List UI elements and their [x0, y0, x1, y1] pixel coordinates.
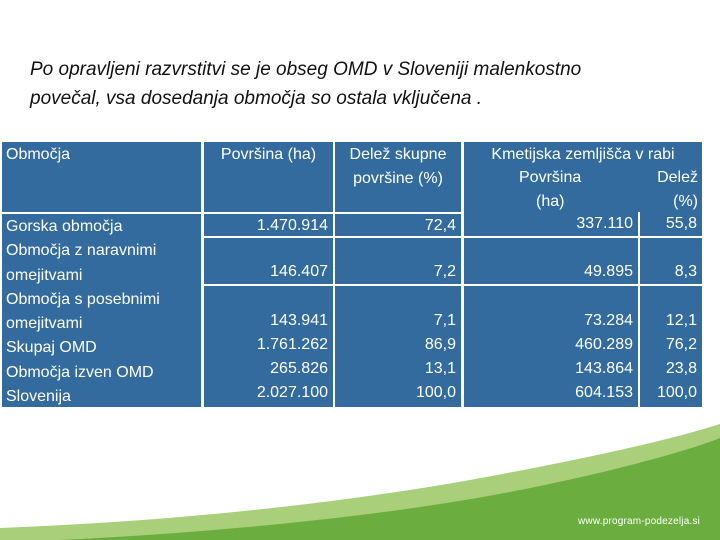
header-area-label: Območja: [6, 146, 71, 163]
heading-line-1: Po opravljeni razvrstitvi se je obseg OMD v Sloveniji malenkostno: [30, 59, 582, 80]
share-value: 13,1: [424, 360, 456, 377]
farm-share-value: 55,8: [665, 215, 697, 232]
header-farm-share-line-2: (%): [673, 193, 698, 210]
share-value: 72,4: [424, 217, 456, 234]
surface-value: 265.826: [270, 360, 328, 377]
slide-heading: [30, 55, 700, 113]
area-naravne-1: Območja z naravnimi: [6, 242, 157, 260]
farm-surface-value: 143.864: [575, 360, 633, 377]
header-cell-surface: [204, 142, 333, 212]
farm-share-value: 8,3: [674, 263, 697, 280]
header-farm-surface-line-1: Površina: [519, 169, 582, 186]
surface-value: 1.470.914: [256, 217, 328, 234]
farm-share-rows-rest: [640, 286, 702, 407]
area-gorska: Gorska območja: [6, 218, 123, 235]
header-share-line-1: Delež skupne: [349, 146, 447, 163]
area-skupaj-omd: Skupaj OMD: [6, 339, 97, 357]
surface-value: 1.761.262: [256, 336, 328, 353]
surface-value: 146.407: [270, 263, 328, 280]
farm-share-row-2: [640, 238, 702, 284]
surface-row-2: [204, 238, 333, 284]
farm-surface-row-2: [464, 238, 638, 284]
header-cell-farm-subheaders: [464, 166, 702, 212]
surface-value: 143.941: [270, 312, 328, 329]
share-value: 100,0: [415, 384, 456, 401]
share-value: 7,1: [433, 312, 456, 329]
share-value: 7,2: [433, 263, 456, 280]
area-cell: [2, 214, 201, 407]
header-surface-label: Površina (ha): [220, 146, 317, 163]
area-posebne-1: Območja s posebnimi: [6, 290, 160, 308]
area-posebne-2: omejitvami: [6, 315, 83, 333]
farm-surface-value: 337.110: [576, 215, 633, 232]
farm-share-value: 100,0: [656, 384, 697, 401]
surface-rows-rest: [204, 286, 333, 407]
share-row-2: [335, 238, 461, 284]
share-value: 86,9: [424, 336, 456, 353]
farm-surface-rows-rest: [464, 286, 638, 407]
heading-line-2: povečal, vsa dosedanja območja so ostala vključena .: [30, 88, 483, 109]
farm-surface-value: 604.153: [575, 384, 633, 401]
farm-surface-value: 73.284: [584, 312, 633, 329]
header-farm-surface-line-2: (ha): [536, 193, 565, 210]
share-row-1: [335, 214, 461, 236]
farm-surface-row-1: [464, 212, 638, 236]
share-rows-rest: [335, 286, 461, 407]
header-cell-share: [335, 142, 461, 212]
header-farm-share-line-1: Delež: [657, 169, 698, 186]
header-share-line-2: površine (%): [353, 170, 443, 187]
header-cell-area: [2, 142, 201, 212]
farm-share-value: 76,2: [665, 336, 697, 353]
surface-row-1: [204, 214, 333, 236]
farm-share-row-1: [640, 212, 702, 236]
farm-share-value: 12,1: [665, 312, 697, 329]
farm-surface-value: 460.289: [575, 336, 633, 353]
area-slovenija: Slovenija: [6, 388, 71, 406]
farm-surface-value: 49.895: [584, 263, 633, 280]
header-farmland-label: Kmetijska zemljišča v rabi: [491, 146, 675, 163]
footer-url: www.program-podezelja.si: [578, 516, 701, 527]
farm-share-value: 23,8: [665, 360, 697, 377]
area-naravne-2: omejitvami: [6, 266, 83, 284]
area-izven-omd: Območja izven OMD: [6, 363, 154, 381]
header-cell-farmland: [464, 142, 702, 166]
surface-value: 2.027.100: [256, 384, 328, 401]
